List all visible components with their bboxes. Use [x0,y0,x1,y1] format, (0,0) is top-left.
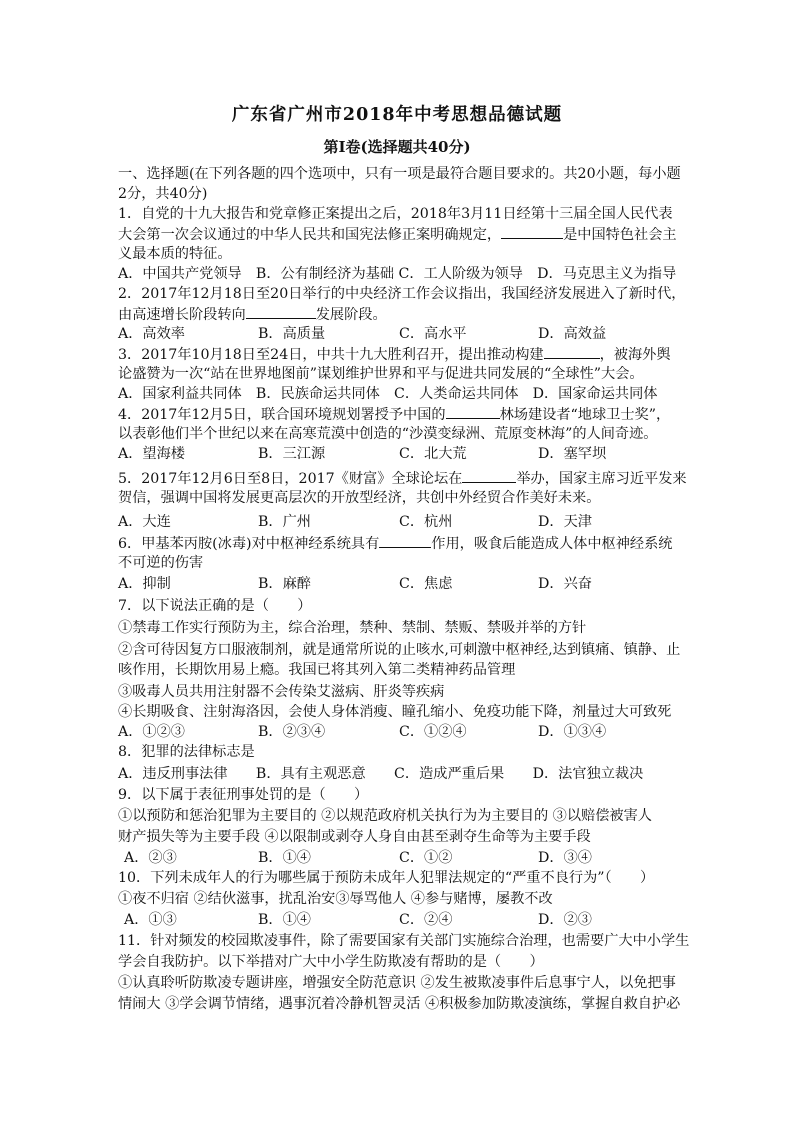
q8-stem: 8．犯罪的法律标志是 [118,744,255,760]
q3-answer-blank [544,344,600,359]
q6-option-a: A．抑制 [118,576,171,592]
q6-option-b: B．麻醉 [258,576,311,592]
q7-option-b: B．②③④ [258,724,326,740]
q4-answer-blank [446,404,500,419]
q10-option-d: D．②③ [538,912,592,928]
q2-option-c: C．高水平 [399,326,467,342]
q9-option-c: C．①② [399,850,453,866]
q5-stem-line-2: 贺信，强调中国将发展更高层次的开放型经济，共创中外经贸合作美好未来。 [118,490,601,506]
instructions-line-1: 一、选择题(在下列各题的四个选项中，只有一项是最符合题目要求的。共20小题，每小题 [118,166,681,182]
q9-statements-line-2: 财产损失等为主要手段 ④以限制或剥夺人身自由甚至剥夺生命等为主要手段 [118,829,591,845]
q7-stem: 7．以下说法正确的是（ ） [118,598,312,614]
instructions-line-2: 2分，共40分) [118,186,208,202]
q9-option-a: A．②③ [124,850,177,866]
q9-option-b: B．①④ [258,850,311,866]
q4-option-b: B．三江源 [258,446,326,462]
q11-stem-line-1: 11．针对频发的校园欺凌事件，除了需要国家有关部门实施综合治理，也需要广大中小学生 [118,933,690,949]
q6-text-b: 作用，吸食后能造成人体中枢神经系统 [431,536,673,552]
q2-answer-blank [246,304,316,319]
q8-options: A．违反刑事法律 B．具有主观恶意 C．造成严重后果 D．法官独立裁决 [118,766,644,782]
q10-stem: 10．下列未成年人的行为哪些属于预防未成年人犯罪法规定的“严重不良行为”（ ） [118,870,655,886]
q5-text-a: 5．2017年12月6日至8日，2017《财富》全球论坛在 [118,471,463,487]
q3-options: A．国家利益共同体 B．民族命运共同体 C．人类命运共同体 D．国家命运共同体 [118,386,658,402]
q6-option-c: C．焦虑 [399,576,453,592]
q10-option-c: C．②④ [399,912,453,928]
q4-option-c: C．北大荒 [399,446,467,462]
q2-stem-line-1: 2．2017年12月18日至20日举行的中央经济工作会议指出，我国经济发展进入了新时代， [118,286,686,302]
q4-text-a: 4．2017年12月5日，联合国环境规划署授予中国的 [118,407,446,423]
q4-stem-line-2: 以表彰他们半个世纪以来在高寒荒漠中创造的“沙漠变绿洲、荒原变林海”的人间奇迹。 [118,426,658,442]
q1-text-b: 是中国特色社会主 [563,227,677,243]
q1-text-a: 大会第一次会议通过的中华人民共和国宪法修正案明确规定， [118,227,502,243]
q7-statement-1: ①禁毒工作实行预防为主，综合治理，禁种、禁制、禁贩、禁吸并举的方针 [118,620,587,636]
q2-option-d: D．高效益 [538,326,607,342]
q9-option-d: D．③④ [538,850,592,866]
section-subtitle: 第I卷(选择题共40分) [323,138,471,156]
q1-stem-line-3: 义最本质的特征。 [118,246,232,262]
q10-statements: ①夜不归宿 ②结伙滋事，扰乱治安③辱骂他人 ④参与赌博，屡教不改 [118,891,553,907]
q11-statements-line-1: ①认真聆听防欺凌专题讲座，增强安全防范意识 ②发生被欺凌事件后息事宁人，以免把事 [118,975,676,991]
q5-option-c: C．杭州 [399,514,453,530]
q2-stem-line-2 [118,304,387,325]
q2-text-a: 由高速增长阶段转向 [118,307,246,323]
q11-statements-line-2: 情闹大 ③学会调节情绪，遇事沉着冷静机智灵活 ④积极参加防欺凌演练，掌握自救自护必 [118,996,681,1012]
q4-text-b: 林场建设者“地球卫士奖”， [499,407,671,423]
q4-option-d: D．塞罕坝 [538,446,607,462]
q4-option-a: A．望海楼 [118,446,185,462]
q10-option-b: B．①④ [258,912,311,928]
q7-statement-3: ③吸毒人员共用注射器不会传染艾滋病、肝炎等疾病 [118,684,445,700]
q9-statements-line-1: ①以预防和惩治犯罪为主要目的 ②以规范政府机关执行为为主要目的 ③以赔偿被害人 [118,808,652,824]
q6-answer-blank [379,533,431,548]
q7-option-c: C．①②④ [399,724,467,740]
q5-option-b: B．广州 [258,514,311,530]
q9-stem: 9．以下属于表征刑事处罚的是（ ） [118,787,369,803]
q4-stem-line-1 [118,404,670,425]
q3-stem-line-1 [118,344,671,365]
q7-statement-4: ④长期吸食、注射海洛因，会使人身体消瘦、瞳孔缩小、免疫功能下降，剂量过大可致死 [118,704,672,720]
page-title: 广东省广州市2018年中考思想品德试题 [231,105,563,125]
q3-stem-line-2: 论盛赞为一次“站在世界地图前”谋划维护世界和平与促进共同发展的“全球性”大会。 [118,366,644,382]
q2-option-b: B．高质量 [258,326,326,342]
q7-statement-2-line-2: 咳作用，长期饮用易上瘾。我国已将其列入第二类精神药品管理 [118,662,516,678]
q5-option-a: A．大连 [118,514,171,530]
q10-option-a: A．①③ [124,912,177,928]
q5-option-d: D．天津 [538,514,592,530]
q5-text-b: 举办，国家主席习近平发来 [516,471,687,487]
q6-stem-line-2: 不可逆的伤害 [118,555,204,571]
q11-stem-line-2: 学会自我防护。以下举措对广大中小学生防欺凌有帮助的是（ ） [118,954,544,970]
q6-stem-line-1 [118,533,673,554]
q6-option-d: D．兴奋 [538,576,592,592]
q2-text-b: 发展阶段。 [315,307,387,323]
q1-answer-blank [501,224,563,239]
q7-option-d: D．①③④ [538,724,607,740]
q7-statement-2-line-1: ②含可待因复方口服液制剂，就是通常所说的止咳水,可刺激中枢神经,达到镇痛、镇静、止 [118,642,681,658]
q5-stem-line-1 [118,468,687,489]
q2-option-a: A．高效率 [118,326,185,342]
q3-text-b: ，被海外舆 [599,347,671,363]
q3-text-a: 3．2017年10月18日至24日，中共十九大胜利召开，提出推动构建 [118,347,544,363]
q1-stem-line-2 [118,224,677,245]
q1-stem-line-1: 1．自党的十九大报告和党章修正案提出之后，2018年3月11日经第十三届全国人民代表 [118,206,673,222]
q1-options: A．中国共产党领导 B．公有制经济为基础 C．工人阶级为领导 D．马克思主义为指导 [118,266,677,282]
q6-text-a: 6．甲基苯丙胺(冰毒)对中枢神经系统具有 [118,536,380,552]
q7-option-a: A．①②③ [118,724,185,740]
q5-answer-blank [462,468,516,483]
